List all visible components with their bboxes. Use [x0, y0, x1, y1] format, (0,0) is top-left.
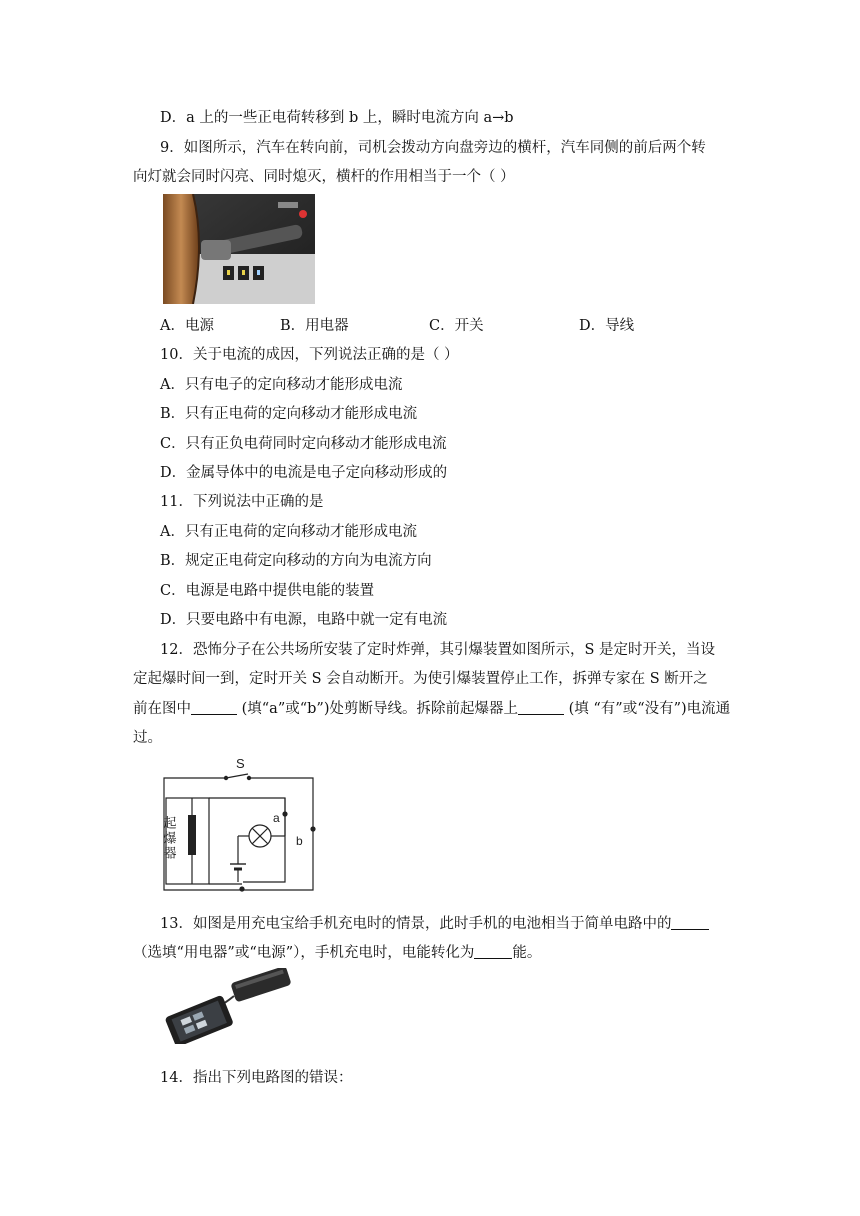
detonator-circuit-diagram — [158, 752, 326, 894]
q11-option-d: D．只要电路中有电源，电路中就一定有电流 — [160, 612, 448, 628]
power-bank-charging-phone-photo — [162, 968, 292, 1044]
point-a-label: a — [273, 811, 280, 825]
q12-line3-part-a: 前在图中 — [133, 701, 191, 717]
q9-option-a: A．电源 — [160, 318, 214, 334]
q12-line2: 定起爆时间一到，定时开关 S 会自动断开。为使引爆装置停止工作，拆弹专家在 S 断开之 — [133, 671, 708, 687]
q13-blank-2[interactable] — [474, 944, 512, 959]
switch-label: S — [236, 756, 245, 771]
q11-option-a: A．只有正电荷的定向移动才能形成电流 — [160, 524, 417, 540]
car-turn-signal-photo — [163, 194, 315, 304]
q9-option-b: B．用电器 — [280, 318, 349, 334]
q13-line2 — [133, 941, 541, 962]
q14-stem: 14．指出下列电路图的错误： — [160, 1070, 353, 1086]
q11-stem: 11．下列说法中正确的是 — [160, 494, 324, 510]
q10-option-d: D．金属导体中的电流是电子定向移动形成的 — [160, 465, 448, 481]
q11-option-b: B．规定正电荷定向移动的方向为电流方向 — [160, 553, 432, 569]
q13-line2-part-b: 能。 — [512, 945, 542, 961]
q10-stem: 10．关于电流的成因，下列说法正确的是（ ） — [160, 347, 459, 363]
q10-option-c: C．只有正负电荷同时定向移动才能形成电流 — [160, 436, 447, 452]
q10-option-b: B．只有正电荷的定向移动才能形成电流 — [160, 406, 418, 422]
q12-line3-part-b: (填“a”或“b”)处剪断导线。拆除前起爆器上 — [237, 701, 518, 717]
q12-line1: 12．恐怖分子在公共场所安装了定时炸弹，其引爆装置如图所示，S 是定时开关，当设 — [160, 642, 715, 658]
q12-blank-1[interactable] — [191, 700, 237, 715]
point-b-label: b — [296, 834, 303, 848]
q13-line1-text: 13．如图是用充电宝给手机充电时的情景，此时手机的电池相当于简单电路中的 — [160, 916, 672, 932]
q12-blank-2[interactable] — [518, 700, 564, 715]
q9-stem-line2: 向灯就会同时闪亮、同时熄灭，横杆的作用相当于一个（ ） — [133, 169, 515, 185]
q8-option-d: D．a 上的一些正电荷转移到 b 上，瞬时电流方向 a→b — [160, 110, 514, 126]
q13-line1 — [160, 912, 709, 933]
q9-stem-line1: 9．如图所示，汽车在转向前，司机会拨动方向盘旁边的横杆，汽车同侧的前后两个转 — [160, 140, 706, 156]
q9-option-d: D．导线 — [579, 318, 635, 334]
q9-option-c: C．开关 — [429, 318, 484, 334]
q13-line2-part-a: （选填“用电器”或“电源”），手机充电时，电能转化为 — [133, 945, 475, 961]
q13-blank-1[interactable] — [671, 915, 709, 930]
q12-line4: 过。 — [133, 730, 162, 746]
q12-line3 — [133, 697, 730, 718]
q11-option-c: C．电源是电路中提供电能的装置 — [160, 583, 375, 599]
detonator-label: 起爆器 — [160, 816, 176, 861]
q10-option-a: A．只有电子的定向移动才能形成电流 — [160, 377, 403, 393]
q12-line3-part-c: (填 “有”或“没有”)电流通 — [564, 701, 731, 717]
